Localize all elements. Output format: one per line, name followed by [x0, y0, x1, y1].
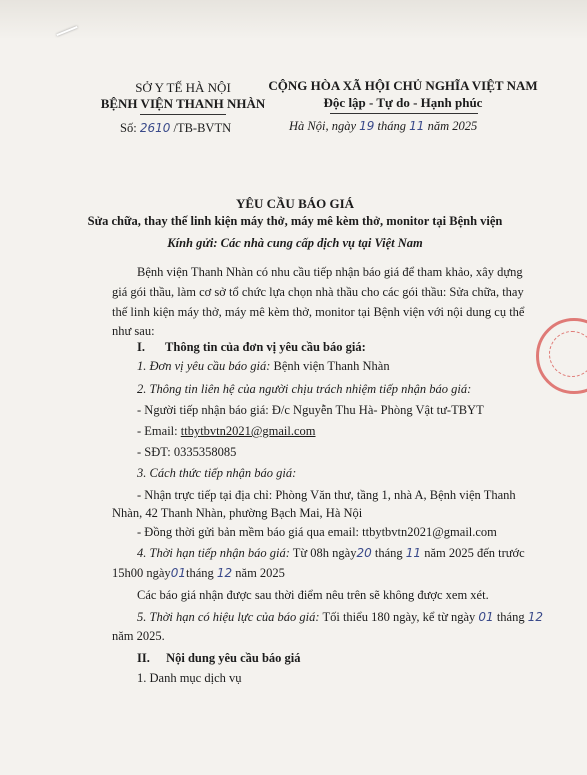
item-5-line-2: năm 2025.: [112, 629, 165, 643]
org-name: BỆNH VIỆN THANH NHÀN: [100, 96, 266, 111]
email-link[interactable]: ttbytbvtn2021@gmail.com: [180, 424, 316, 438]
motto-underline: [330, 113, 478, 114]
issue-date: Hà Nội, ngày 19 tháng 11 năm 2025: [289, 119, 478, 133]
contact-phone: - SĐT: 0335358085: [137, 445, 237, 459]
red-seal-stamp: [536, 318, 587, 394]
contact-person: - Người tiếp nhận báo giá: Đ/c Nguyễn Thu Hà- Phòng Vật tư-TBYT: [137, 403, 484, 417]
document-number: Số: 2610 /TB-BVTN: [120, 121, 232, 135]
item-2-label: 2. Thông tin liên hệ của người chịu trách nhiệm tiếp nhận báo giá:: [137, 382, 472, 396]
document-subtitle: Sửa chữa, thay thế linh kiện máy thở, máy mê kèm thở, monitor tại Bệnh viện: [87, 214, 503, 228]
handwritten-validity-month: 12: [527, 610, 543, 624]
org-underline: [140, 114, 226, 115]
document-title: YÊU CẦU BÁO GIÁ: [235, 196, 355, 211]
salutation: Kính gửi: Các nhà cung cấp dịch vụ tại Việt Nam: [167, 236, 423, 250]
handwritten-month: 11: [409, 119, 425, 133]
paper-mark: [56, 26, 77, 36]
national-title: CỘNG HÒA XÃ HỘI CHỦ NGHĨA VIỆT NAM: [268, 78, 538, 93]
item-3-label: 3. Cách thức tiếp nhận báo giá:: [137, 466, 297, 480]
item-4-line-2: 15h00 ngày01tháng 12 năm 2025: [112, 566, 285, 580]
intro-line-2: giá gói thầu, làm cơ sở tổ chức lựa chọn nhà thầu cho các gói thầu: Sửa chữa, thay: [112, 285, 524, 299]
section-1-heading: I. Thông tin của đơn vị yêu cầu báo giá:: [137, 340, 366, 354]
handwritten-start-day: 20: [356, 546, 372, 560]
handwritten-end-month: 12: [216, 566, 233, 580]
intro-line-3: thế linh kiện máy thở, máy mê kèm thở, monitor tại Bệnh viện với nội dung cụ thể: [112, 305, 525, 319]
soft-copy-note: - Đồng thời gửi bản mềm báo giá qua email: ttbytbvtn2021@gmail.com: [137, 525, 497, 539]
section-2-item-1: 1. Danh mục dịch vụ: [137, 671, 242, 685]
handwritten-day: 19: [359, 119, 375, 133]
contact-email: - Email: ttbytbvtn2021@gmail.com: [137, 424, 316, 438]
item-1: 1. Đơn vị yêu cầu báo giá: Bệnh viện Thanh Nhàn: [137, 359, 390, 373]
item-4: 4. Thời hạn tiếp nhận báo giá: Từ 08h ngày20 tháng 11 năm 2025 đến trước: [137, 546, 525, 560]
direct-address-line-2: Nhàn, 42 Thanh Nhàn, phường Bạch Mai, Hà Nội: [112, 506, 363, 520]
handwritten-validity-day: 01: [478, 610, 494, 624]
handwritten-start-month: 11: [405, 546, 422, 560]
item-5: 5. Thời hạn có hiệu lực của báo giá: Tối thiểu 180 ngày, kể từ ngày 01 tháng 12: [137, 610, 543, 624]
handwritten-doc-number: 2610: [139, 121, 171, 135]
org-parent: SỞ Y TẾ HÀ NỘI: [135, 80, 231, 95]
direct-address-line-1: - Nhận trực tiếp tại địa chỉ: Phòng Văn thư, tầng 1, nhà A, Bệnh viện Thanh: [137, 488, 516, 502]
intro-line-1: Bệnh viện Thanh Nhàn có nhu cầu tiếp nhận báo giá để tham khảo, xây dựng: [137, 265, 523, 279]
intro-line-4: như sau:: [112, 324, 155, 338]
national-motto: Độc lập - Tự do - Hạnh phúc: [323, 95, 483, 110]
late-note: Các báo giá nhận được sau thời điểm nêu trên sẽ không được xem xét.: [137, 588, 489, 602]
section-2-heading: II. Nội dung yêu cầu báo giá: [137, 651, 301, 665]
handwritten-end-day: 01: [170, 566, 186, 580]
